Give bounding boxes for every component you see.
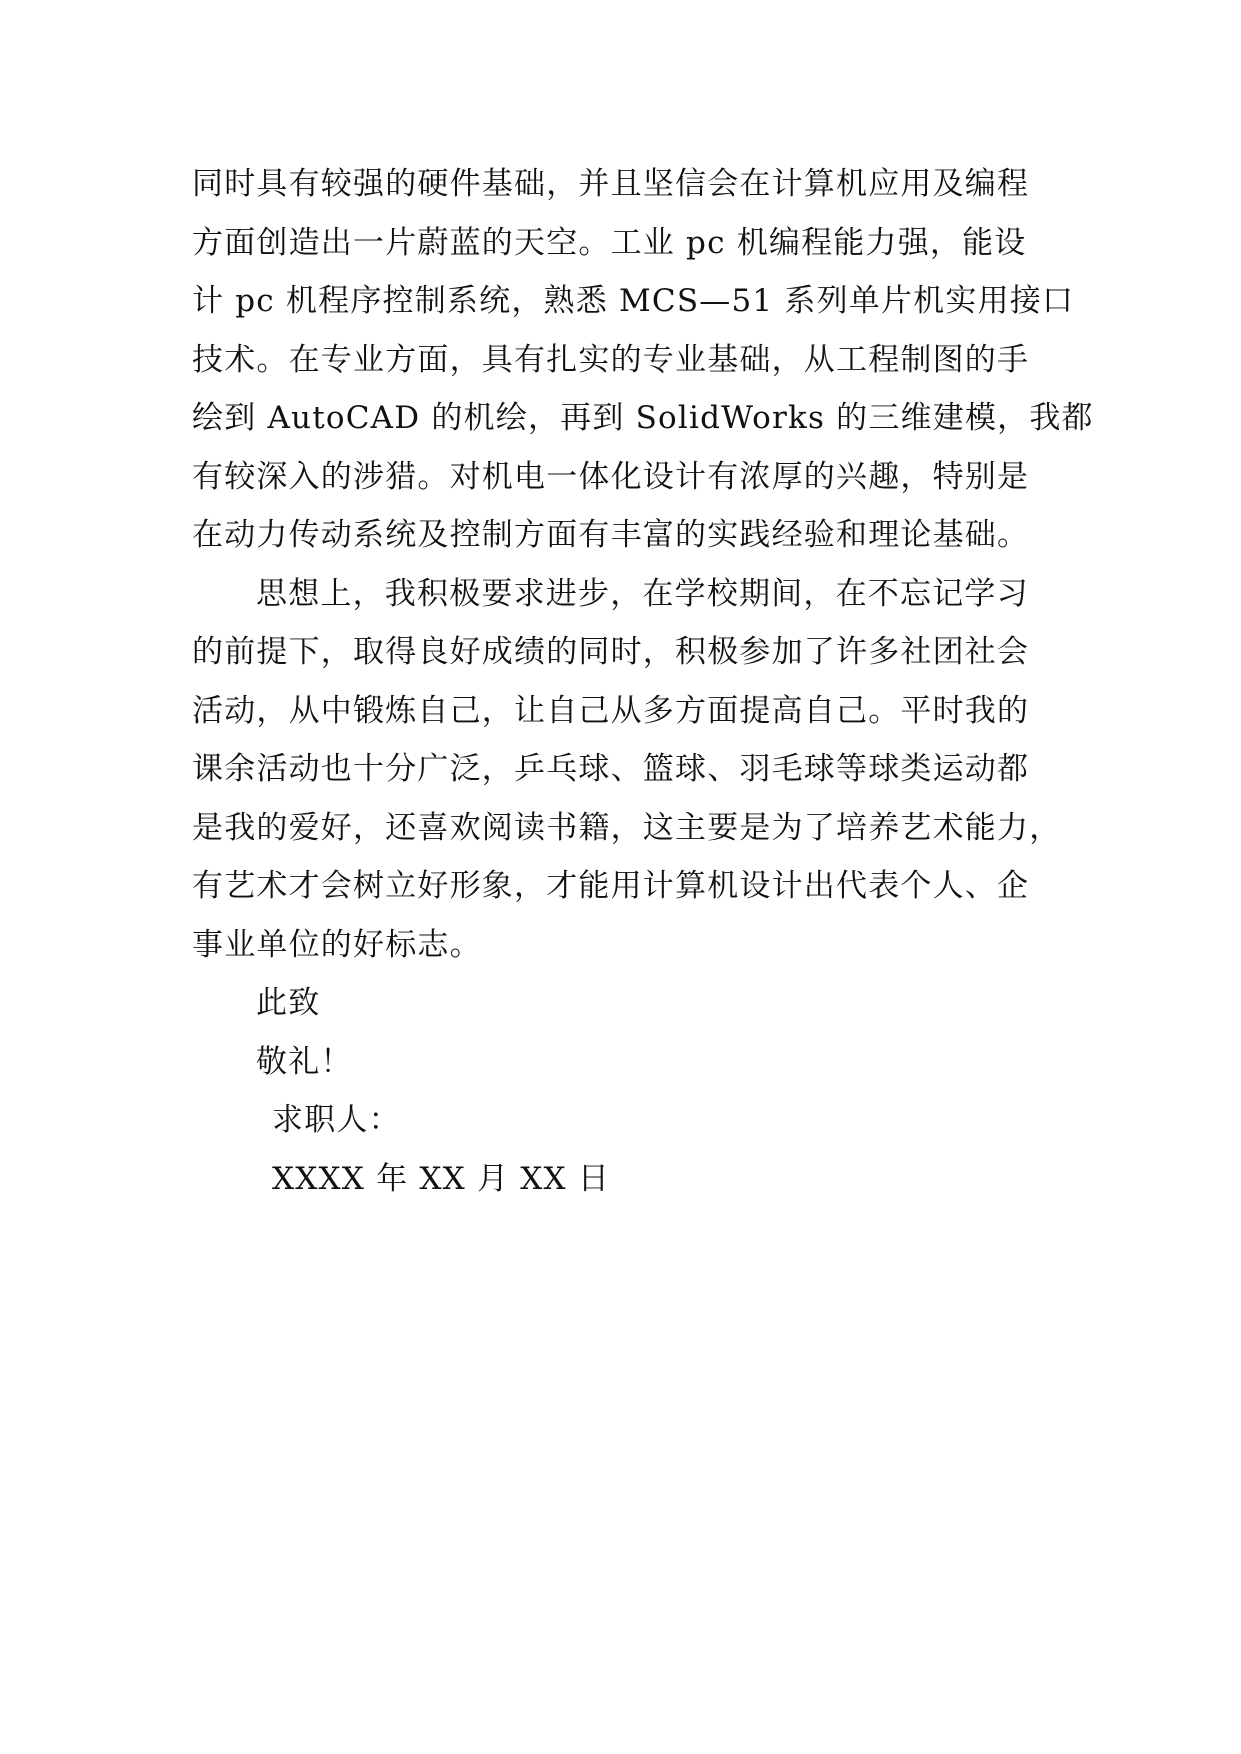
letter-body bbox=[192, 155, 1094, 1208]
paragraph-line: 活动，从中锻炼自己，让自己从多方面提高自己。平时我的 bbox=[192, 692, 1030, 729]
paragraph-line: 计 pc 机程序控制系统，熟悉 MCS—51 系列单片机实用接口 bbox=[192, 283, 1075, 319]
paragraph-line: 方面创造出一片蔚蓝的天空。工业 pc 机编程能力强，能设 bbox=[192, 224, 1027, 261]
closing-salute: 敬礼！ bbox=[256, 1043, 353, 1080]
signature-label: 求职人： bbox=[272, 1102, 401, 1138]
paragraph-line: 技术。在专业方面，具有扎实的专业基础，从工程制图的手 bbox=[192, 341, 1030, 378]
paragraph-line: 有艺术才会树立好形象，才能用计算机设计出代表个人、企 bbox=[192, 868, 1030, 904]
paragraph-line: 有较深入的涉猎。对机电一体化设计有浓厚的兴趣，特别是 bbox=[192, 458, 1030, 495]
closing-greeting: 此致 bbox=[256, 985, 321, 1021]
paragraph-line: 事业单位的好标志。 bbox=[192, 926, 482, 963]
paragraph-line: 在动力传动系统及控制方面有丰富的实践经验和理论基础。 bbox=[192, 517, 1030, 553]
paragraph-line: 同时具有较强的硬件基础，并且坚信会在计算机应用及编程 bbox=[192, 166, 1030, 202]
paragraph-line: 是我的爱好，还喜欢阅读书籍，这主要是为了培养艺术能力， bbox=[192, 809, 1062, 846]
paragraph-line: 课余活动也十分广泛，乒乓球、篮球、羽毛球等球类运动都 bbox=[192, 751, 1030, 787]
paragraph-first-line: 思想上，我积极要求进步，在学校期间，在不忘记学习 bbox=[256, 575, 1029, 612]
paragraph-line: 的前提下，取得良好成绩的同时，积极参加了许多社团社会 bbox=[192, 634, 1030, 670]
paragraph-line: 绘到 AutoCAD 的机绘，再到 SolidWorks 的三维建模，我都 bbox=[192, 400, 1094, 436]
date-line: XXXX 年 XX 月 XX 日 bbox=[272, 1160, 611, 1197]
